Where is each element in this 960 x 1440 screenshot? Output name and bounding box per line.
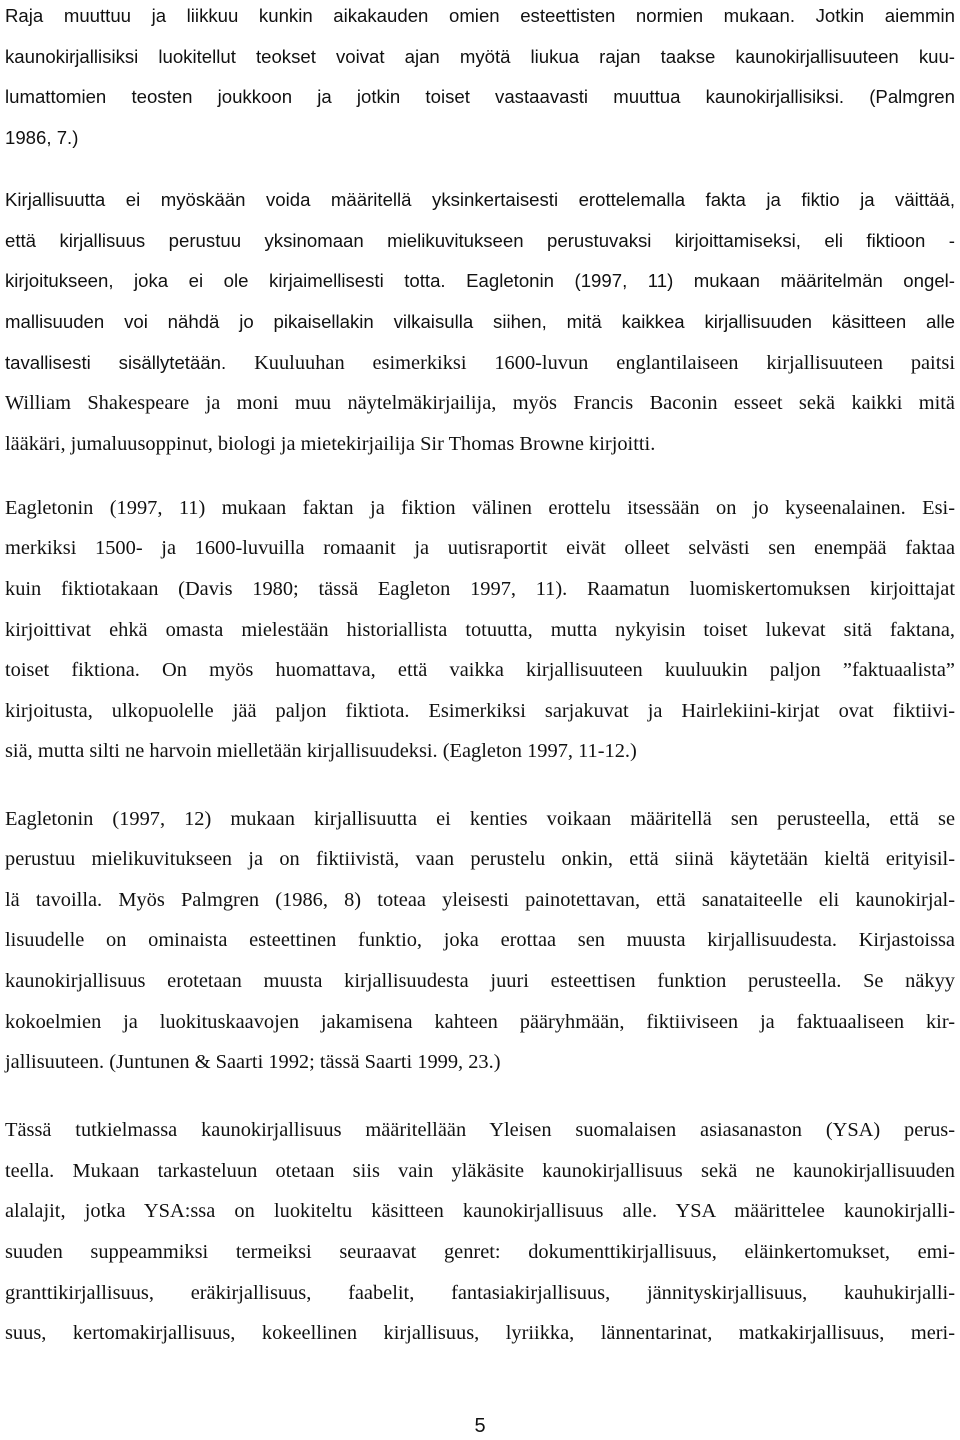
text-line: lä tavoilla. Myös Palmgren (1986, 8) toteaa yleisesti painotettavan, että sanataiteelle eli kaunokirjal- [5,889,955,911]
text-line: jallisuuteen. (Juntunen & Saarti 1992; tässä Saarti 1999, 23.) [5,1051,501,1073]
text-line: lääkäri, jumaluusoppinut, biologi ja mietekirjailija Sir Thomas Browne kirjoitti. [5,433,656,455]
text-line: 1986, 7.) [5,127,79,148]
text-line: Kirjallisuutta ei myöskään voida määritellä yksinkertaisesti erottelemalla fakta ja fiktio ja väittää, [5,189,955,210]
text-line: toiset fiktiona. On myös huomattava, että vaikka kirjallisuuteen kuuluukin paljon ”faktuaalista” [5,659,955,681]
text-line: kirjoittivat ehkä omasta mielestään historiallista totuutta, mutta nykyisin toiset lukevat sitä faktana, [5,619,955,641]
text-line: kirjoitukseen, joka ei ole kirjaimellisesti totta. Eagletonin (1997, 11) mukaan määritelmän ongel- [5,270,955,291]
text-line: perustuu mielikuvitukseen ja on fiktiivistä, vaan perustelu onkin, että siinä käytetään kieltä erityisil- [5,848,955,870]
text-line: kokoelmien ja luokituskaavojen jakamisena kahteen pääryhmään, fiktiiviseen ja faktuaaliseen kir- [5,1011,955,1033]
text-line: merkiksi 1500- ja 1600-luvuilla romaanit ja uutisraportit eivät olleet selvästi sen enempää faktaa [5,537,955,559]
text-line: William Shakespeare ja moni muu näytelmäkirjailija, myös Francis Baconin esseet sekä kaikki mitä [5,392,955,414]
text-line: teella. Mukaan tarkasteluun otetaan siis vain yläkäsite kaunokirjallisuus sekä ne kaunokirjallisuuden [5,1160,955,1182]
text-line: mallisuuden voi nähdä jo pikaisellakin vilkaisulla siihen, mitä kaikkea kirjallisuuden käsitteen alle [5,311,955,332]
text-line: Eagletonin (1997, 11) mukaan faktan ja fiktion välinen erottelu itsessään on jo kyseenalainen. Esi- [5,497,955,519]
text-line: kirjoitusta, ulkopuolelle jää paljon fiktiota. Esimerkiksi sarjakuvat ja Hairlekiini-kirjat ovat fiktiivi- [5,700,955,722]
text-line: kuin fiktiotakaan (Davis 1980; tässä Eagleton 1997, 11). Raamatun luomiskertomuksen kirjoittajat [5,578,955,600]
text-line: Eagletonin (1997, 12) mukaan kirjallisuutta ei kenties voikaan määritellä sen perusteella, että se [5,808,955,830]
text-segment: tavallisesti sisällytetään. [5,352,255,373]
text-line [5,351,955,376]
text-line: alalajit, jotka YSA:ssa on luokiteltu käsitteen kaunokirjallisuus alle. YSA määrittelee kaunokirjalli- [5,1200,955,1222]
text-line: Tässä tutkielmassa kaunokirjallisuus määritellään Yleisen suomalaisen asiasanaston (YSA) perus- [5,1119,955,1141]
text-line: että kirjallisuus perustuu yksinomaan mielikuvitukseen perustuvaksi kirjoittamiseksi, eli fiktioon - [5,230,955,251]
text-line: Raja muuttuu ja liikkuu kunkin aikakauden omien esteettisten normien mukaan. Jotkin aiemmin [5,5,955,26]
text-segment: Kuuluuhan esimerkiksi 1600-luvun englantilaiseen kirjallisuuteen paitsi [254,352,955,374]
text-line: granttikirjallisuus, eräkirjallisuus, faabelit, fantasiakirjallisuus, jännityskirjallisuus, kauhukirjalli- [5,1282,955,1304]
text-line: kaunokirjallisuus erotetaan muusta kirjallisuudesta juuri esteettisen funktion perusteella. Se näkyy [5,970,955,992]
text-line: lumattomien teosten joukkoon ja jotkin toiset vastaavasti muuttua kaunokirjallisiksi. (Palmgren [5,86,955,107]
page-number: 5 [474,1415,486,1437]
text-line: siä, mutta silti ne harvoin mielletään kirjallisuudeksi. (Eagleton 1997, 11-12.) [5,740,637,762]
text-line: suus, kertomakirjallisuus, kokeellinen kirjallisuus, lyriikka, lännentarinat, matkakirjallisuus, meri- [5,1322,955,1344]
text-line: lisuudelle on ominaista esteettinen funktio, joka erottaa sen muusta kirjallisuudesta. Kirjastoissa [5,929,955,951]
text-line: suuden suppeammiksi termeiksi seuraavat genret: dokumenttikirjallisuus, eläinkertomukset, emi- [5,1241,955,1263]
text-line: kaunokirjallisiksi luokitellut teokset voivat ajan myötä liukua rajan taakse kaunokirjallisuuteen kuu- [5,46,955,67]
